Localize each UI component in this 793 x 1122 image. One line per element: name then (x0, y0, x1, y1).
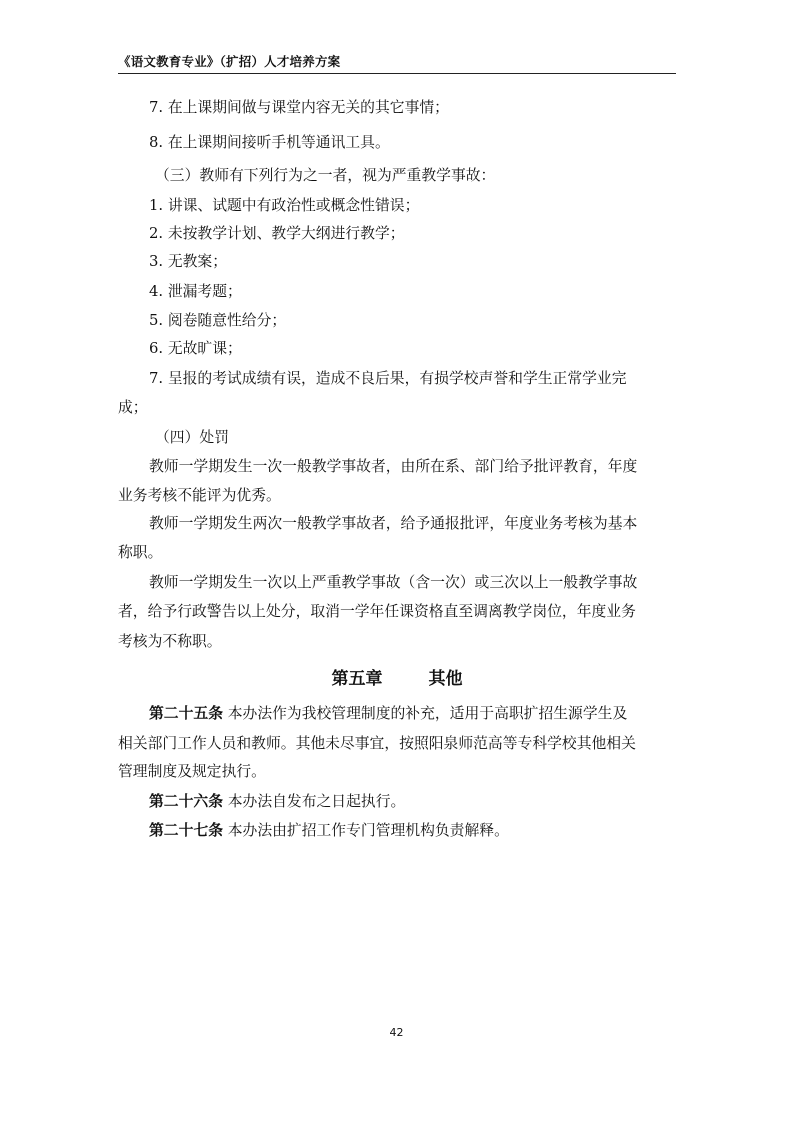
text-line: 8. 在上课期间接听手机等通讯工具。 (149, 134, 390, 151)
text-line: 教师一学期发生一次一般教学事故者，由所在系、部门给予批评教育，年度 (149, 458, 638, 475)
section-heading: （三）教师有下列行为之一者，视为严重教学事故： (155, 167, 496, 184)
text-line: 称职。 (118, 544, 163, 561)
article-text: 本办法作为我校管理制度的补充，适用于高职扩招生源学生及 (227, 705, 628, 722)
text-line: 1. 讲课、试题中有政治性或概念性错误； (149, 197, 420, 214)
text-line: 教师一学期发生两次一般教学事故者，给予通报批评，年度业务考核为基本 (149, 515, 638, 532)
text-line: 者，给予行政警告以上处分，取消一学年任课资格直至调离教学岗位，年度业务 (118, 603, 636, 620)
chapter-name: 其他 (428, 669, 463, 689)
section-heading: （四）处罚 (155, 429, 229, 446)
page-number: 42 (389, 1026, 404, 1039)
article-line (149, 821, 509, 841)
chapter-heading (118, 664, 676, 689)
chapter-number: 第五章 (331, 669, 383, 689)
article-line (149, 792, 405, 812)
text-line: 6. 无故旷课； (149, 340, 242, 357)
article-line: 管理制度及规定执行。 (118, 763, 266, 780)
text-line: 考核为不称职。 (118, 633, 222, 650)
article-text: 本办法自发布之日起执行。 (227, 793, 406, 810)
text-line: 7. 呈报的考试成绩有误，造成不良后果，有损学校声誉和学生正常学业完 (149, 370, 627, 387)
text-line: 5. 阅卷随意性给分； (149, 312, 287, 329)
article-number: 第二十五条 (149, 705, 223, 722)
article-number: 第二十七条 (149, 822, 223, 839)
text-line: 7. 在上课期间做与课堂内容无关的其它事情； (149, 99, 449, 116)
running-header: 《语文教育专业》（扩招）人才培养方案 (118, 54, 341, 69)
header-divider (118, 73, 676, 74)
article-line: 相关部门工作人员和教师。其他未尽事宜，按照阳泉师范高等专科学校其他相关 (118, 735, 636, 752)
text-line: 3. 无教案； (149, 253, 228, 270)
text-line: 2. 未按教学计划、教学大纲进行教学； (149, 225, 405, 242)
text-line: 4. 泄漏考题； (149, 283, 242, 300)
text-line: 业务考核不能评为优秀。 (118, 487, 281, 504)
article-number: 第二十六条 (149, 793, 223, 810)
article-text: 本办法由扩招工作专门管理机构负责解释。 (227, 822, 509, 839)
text-line: 成； (118, 399, 148, 416)
article-line (149, 704, 627, 724)
text-line: 教师一学期发生一次以上严重教学事故（含一次）或三次以上一般教学事故 (149, 574, 638, 591)
